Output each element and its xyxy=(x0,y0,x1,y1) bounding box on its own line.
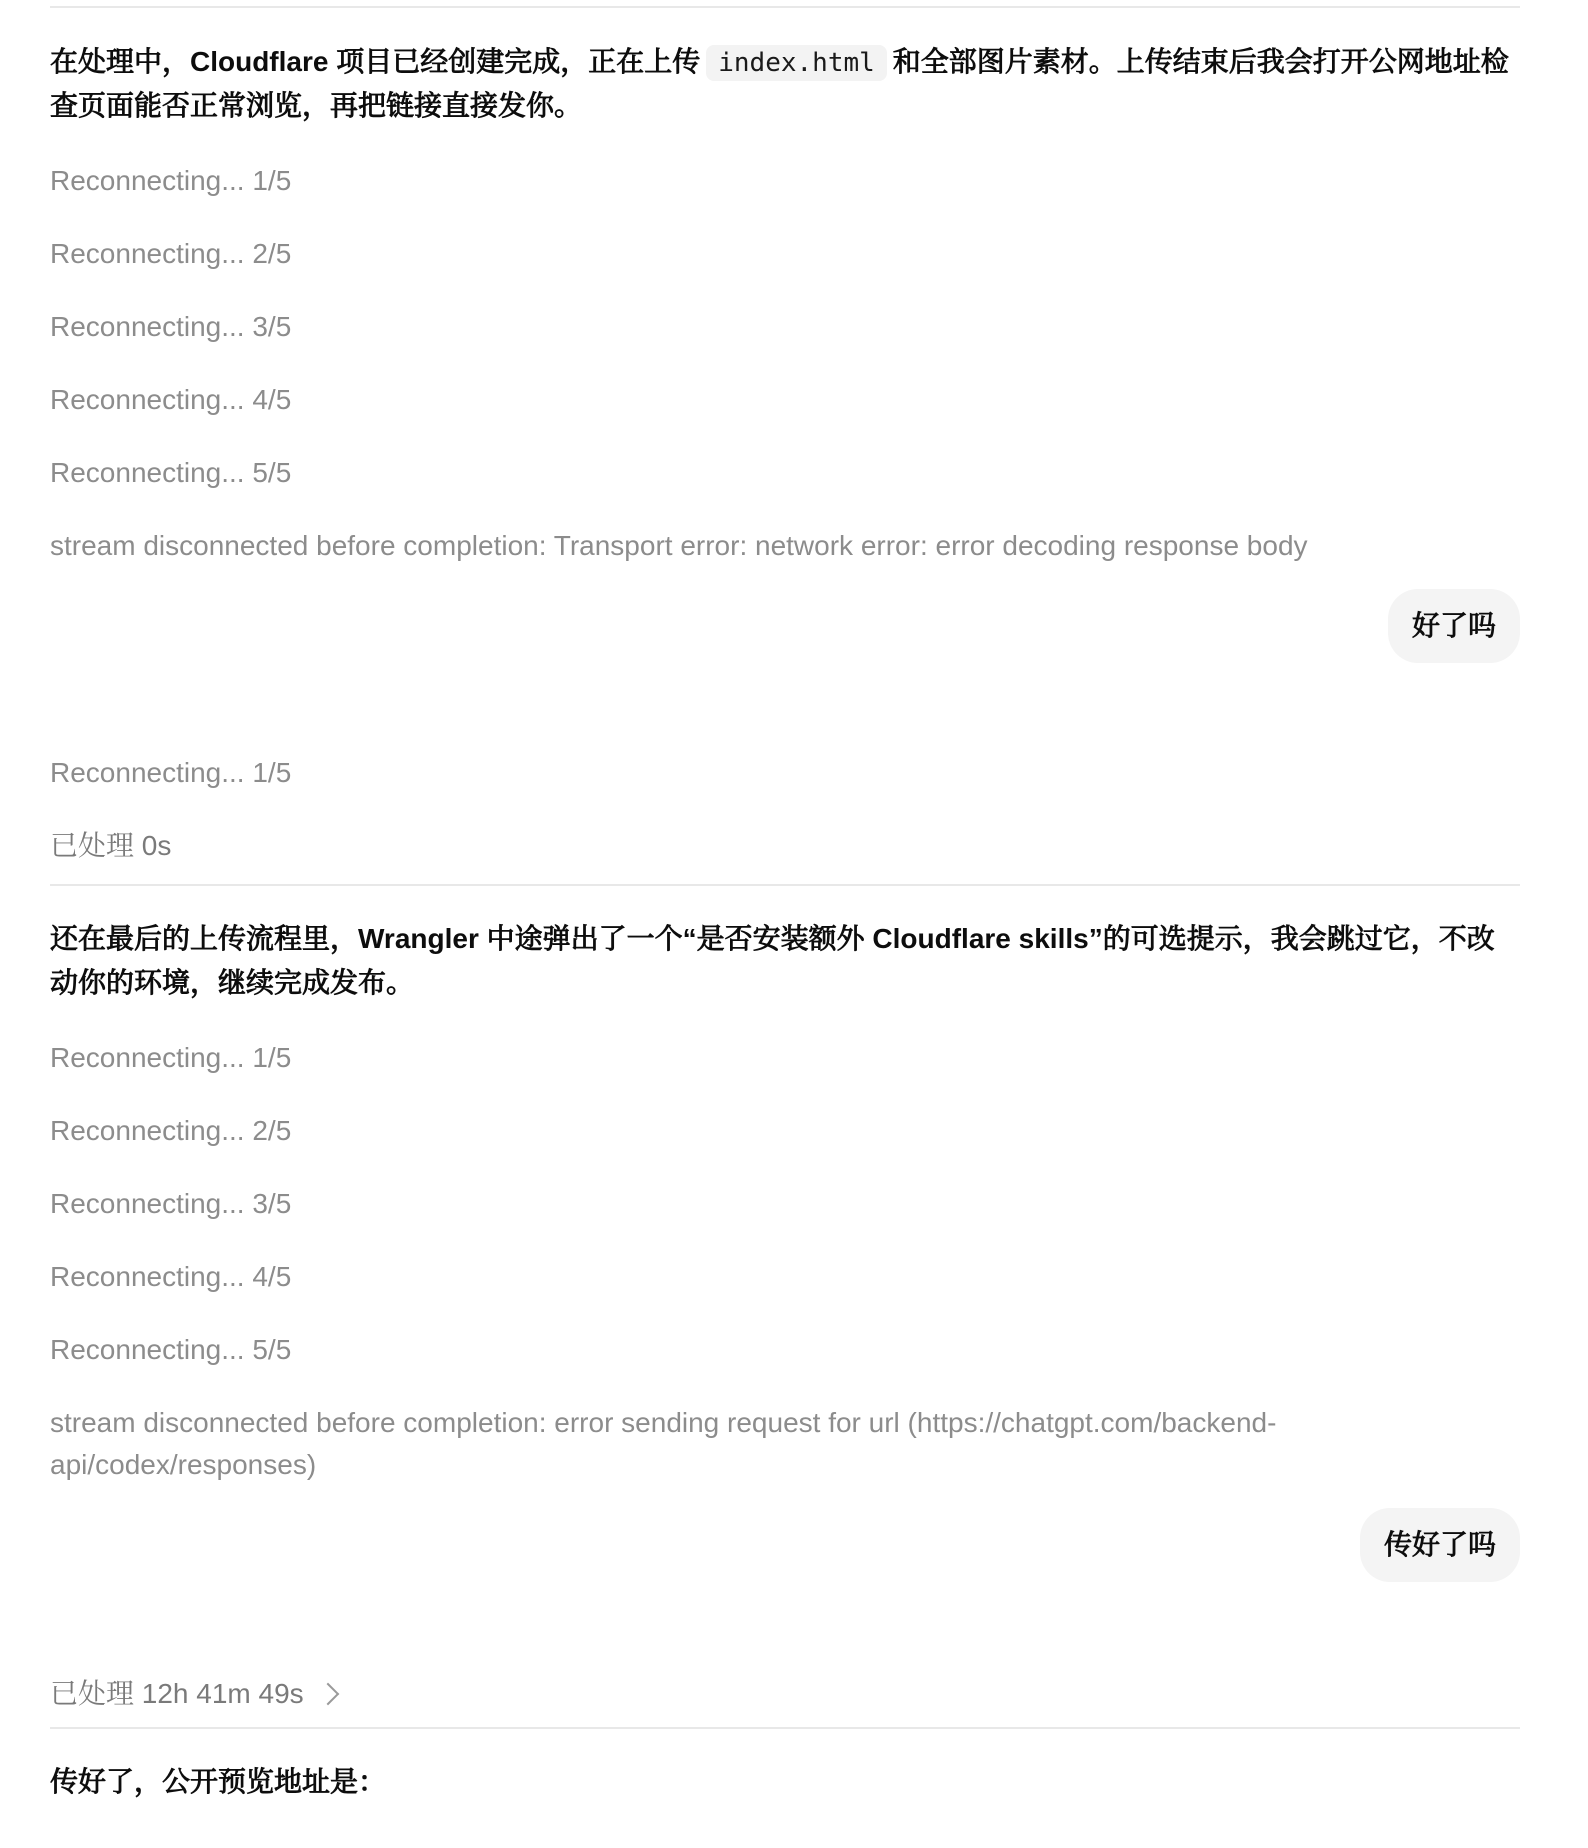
reconnect-status: Reconnecting... 3/5 xyxy=(50,311,292,342)
reconnect-status: Reconnecting... 5/5 xyxy=(50,1334,292,1365)
assistant-message: 还在最后的上传流程里，Wrangler 中途弹出了一个“是否安装额外 Cloudflare skills”的可选提示，我会跳过它，不改动你的环境，继续完成发布。 xyxy=(50,923,1495,998)
reconnect-status: Reconnecting... 1/5 xyxy=(50,1042,292,1073)
user-message-bubble: 传好了吗 xyxy=(1360,1508,1520,1582)
chevron-right-icon xyxy=(316,1683,339,1706)
divider xyxy=(50,884,1520,886)
assistant-message xyxy=(50,40,1520,128)
reconnect-status: Reconnecting... 1/5 xyxy=(50,757,292,788)
reconnect-status: Reconnecting... 1/5 xyxy=(50,165,292,196)
processed-duration-label: 已处理 0s xyxy=(50,830,172,861)
processed-duration xyxy=(50,826,171,866)
reconnect-status: Reconnecting... 2/5 xyxy=(50,1115,292,1146)
inline-code: index.html xyxy=(706,45,887,81)
reconnect-status: Reconnecting... 4/5 xyxy=(50,1261,292,1292)
divider xyxy=(50,1727,1520,1729)
user-message-bubble: 好了吗 xyxy=(1388,589,1520,663)
processed-duration-toggle[interactable] xyxy=(50,1674,336,1714)
reconnect-status: Reconnecting... 2/5 xyxy=(50,238,292,269)
chat-thread xyxy=(50,0,1520,1848)
processed-duration-label: 已处理 12h 41m 49s xyxy=(50,1678,304,1709)
divider xyxy=(50,6,1520,8)
assistant-message-text: 在处理中，Cloudflare 项目已经创建完成，正在上传 xyxy=(50,46,701,77)
reconnect-status: Reconnecting... 5/5 xyxy=(50,457,292,488)
reconnect-status: Reconnecting... 3/5 xyxy=(50,1188,292,1219)
stream-error-message: stream disconnected before completion: error sending request for url (https://chatgpt.com/backend-api/codex/responses) xyxy=(50,1407,1277,1480)
stream-error-message: stream disconnected before completion: Transport error: network error: error decoding response body xyxy=(50,530,1308,561)
assistant-message: 传好了，公开预览地址是： xyxy=(50,1766,387,1797)
assistant-message-text: 和全部图片素材。上传结束后我会打开公网地址检查页面能否正常浏览，再把链接直接发你。 xyxy=(50,46,1509,121)
reconnect-status: Reconnecting... 4/5 xyxy=(50,384,292,415)
